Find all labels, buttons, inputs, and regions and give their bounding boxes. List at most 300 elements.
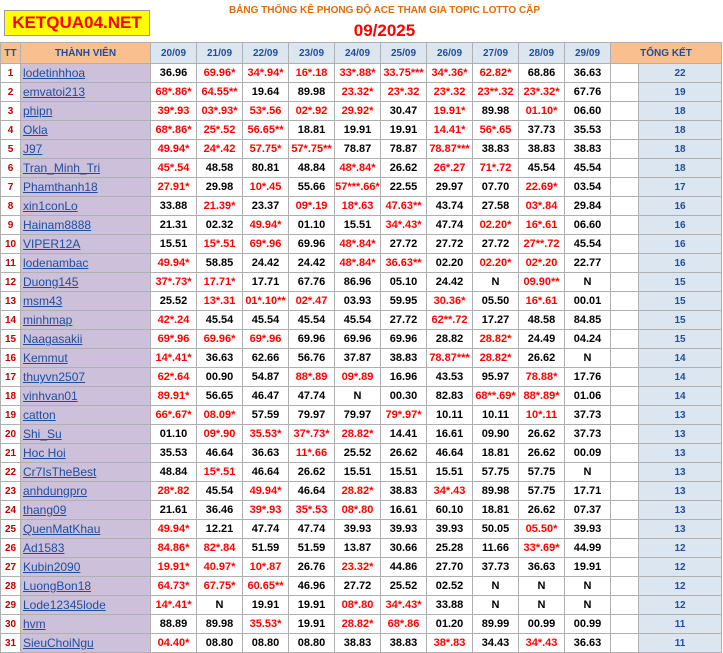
prediction-cell: 88*.89: [289, 368, 335, 387]
prediction-cell: 51.59: [289, 539, 335, 558]
prediction-cell: 68*.86*: [151, 121, 197, 140]
prediction-cell: 69.96: [335, 330, 381, 349]
total-score: 15: [639, 311, 722, 330]
prediction-cell: 37.87: [335, 349, 381, 368]
prediction-cell: 15.51: [335, 463, 381, 482]
row-number: 21: [1, 444, 21, 463]
prediction-cell: 44.86: [381, 558, 427, 577]
prediction-cell: 45.54: [197, 311, 243, 330]
member-name-link[interactable]: Naagasakii: [21, 330, 151, 349]
prediction-cell: 89.98: [473, 482, 519, 501]
member-name-link[interactable]: vinhvan01: [21, 387, 151, 406]
total-score: 13: [639, 520, 722, 539]
prediction-cell: 49.94*: [243, 482, 289, 501]
prediction-cell: 18.81: [473, 501, 519, 520]
prediction-cell: 38.83: [473, 140, 519, 159]
prediction-cell: 57.75*: [243, 140, 289, 159]
prediction-cell: 55.66: [289, 178, 335, 197]
prediction-cell: 57.75: [519, 482, 565, 501]
member-header: THÀNH VIÊN: [21, 43, 151, 64]
prediction-cell: 16.61: [427, 425, 473, 444]
prediction-cell: 19.64: [243, 83, 289, 102]
table-row: [1, 368, 722, 387]
prediction-cell: 08.80: [289, 634, 335, 653]
prediction-cell: 89.91*: [151, 387, 197, 406]
prediction-cell: 82*.84: [197, 539, 243, 558]
prediction-cell: 50.05: [473, 520, 519, 539]
prediction-cell: 26.62: [519, 349, 565, 368]
member-name-link[interactable]: thang09: [21, 501, 151, 520]
prediction-cell: 28.82*: [335, 615, 381, 634]
prediction-cell: 00.09: [565, 444, 611, 463]
total-score: 19: [639, 83, 722, 102]
prediction-cell: 45.54: [565, 159, 611, 178]
member-name-link[interactable]: QuenMatKhau: [21, 520, 151, 539]
prediction-cell: 88.89: [151, 615, 197, 634]
prediction-cell: 00.99: [519, 615, 565, 634]
spacer-cell: [611, 558, 639, 577]
table-row: [1, 330, 722, 349]
row-number: 5: [1, 140, 21, 159]
table-row: [1, 596, 722, 615]
row-number: 16: [1, 349, 21, 368]
prediction-cell: 64.55**: [197, 83, 243, 102]
member-name-link[interactable]: hvm: [21, 615, 151, 634]
prediction-cell: 68.86: [519, 64, 565, 83]
prediction-cell: 69*.96: [243, 235, 289, 254]
prediction-cell: 47.63**: [381, 197, 427, 216]
total-score: 16: [639, 197, 722, 216]
total-score: 13: [639, 406, 722, 425]
prediction-cell: 78.87***: [427, 140, 473, 159]
prediction-cell: 45.54: [335, 311, 381, 330]
prediction-cell: 00.01: [565, 292, 611, 311]
member-name-link[interactable]: Lode12345lode: [21, 596, 151, 615]
prediction-cell: 16*.61: [519, 216, 565, 235]
total-score: 13: [639, 501, 722, 520]
member-name-link[interactable]: Hoc Hoi: [21, 444, 151, 463]
row-number: 15: [1, 330, 21, 349]
prediction-cell: N: [473, 596, 519, 615]
prediction-cell: 62*.64: [151, 368, 197, 387]
prediction-cell: 89.98: [473, 102, 519, 121]
prediction-cell: 56*.65: [473, 121, 519, 140]
table-row: [1, 64, 722, 83]
table-row: [1, 292, 722, 311]
total-score: 12: [639, 539, 722, 558]
spacer-cell: [611, 102, 639, 121]
spacer-cell: [611, 425, 639, 444]
prediction-cell: 46.64: [427, 444, 473, 463]
row-number: 8: [1, 197, 21, 216]
table-row: [1, 520, 722, 539]
prediction-cell: 02*.92: [289, 102, 335, 121]
prediction-cell: 69.96*: [197, 330, 243, 349]
prediction-cell: 38.83: [519, 140, 565, 159]
member-name-link[interactable]: Duong145: [21, 273, 151, 292]
table-row: [1, 121, 722, 140]
total-score: 11: [639, 634, 722, 653]
prediction-cell: 02*.47: [289, 292, 335, 311]
spacer-cell: [611, 520, 639, 539]
prediction-cell: 34*.43: [427, 482, 473, 501]
member-name-link[interactable]: VIPER12A: [21, 235, 151, 254]
prediction-cell: 69*.96: [243, 330, 289, 349]
prediction-cell: 68**.69*: [473, 387, 519, 406]
spacer-cell: [611, 254, 639, 273]
prediction-cell: N: [565, 596, 611, 615]
table-row: [1, 273, 722, 292]
spacer-cell: [611, 444, 639, 463]
prediction-cell: 60.10: [427, 501, 473, 520]
total-header: TỔNG KẾT: [611, 43, 722, 64]
prediction-cell: 27.72: [473, 235, 519, 254]
member-name-link[interactable]: Shi_Su: [21, 425, 151, 444]
prediction-cell: 37*.73*: [151, 273, 197, 292]
date-header: 22/09: [243, 43, 289, 64]
prediction-cell: 19.91: [335, 121, 381, 140]
prediction-cell: 02.20*: [473, 254, 519, 273]
prediction-cell: 06.60: [565, 102, 611, 121]
prediction-cell: 28.82*: [335, 482, 381, 501]
prediction-cell: 19.91: [289, 615, 335, 634]
prediction-cell: 06.60: [565, 216, 611, 235]
prediction-cell: 14*.41*: [151, 596, 197, 615]
prediction-cell: 37.73: [519, 121, 565, 140]
table-row: [1, 140, 722, 159]
prediction-cell: 03.93: [335, 292, 381, 311]
member-name-link[interactable]: emvatoi213: [21, 83, 151, 102]
total-score: 13: [639, 444, 722, 463]
prediction-cell: 45.54: [289, 311, 335, 330]
prediction-cell: 21.31: [151, 216, 197, 235]
prediction-cell: 17.71: [243, 273, 289, 292]
total-score: 18: [639, 121, 722, 140]
prediction-cell: N: [473, 273, 519, 292]
member-name-link[interactable]: LuongBon18: [21, 577, 151, 596]
date-header: 24/09: [335, 43, 381, 64]
prediction-cell: 46.96: [289, 577, 335, 596]
spacer-cell: [611, 197, 639, 216]
table-row: [1, 83, 722, 102]
prediction-cell: 45.54: [243, 311, 289, 330]
prediction-cell: 10*.45: [243, 178, 289, 197]
table-row: [1, 444, 722, 463]
stats-table: [0, 42, 722, 653]
prediction-cell: 69.96: [289, 330, 335, 349]
member-name-link[interactable]: catton: [21, 406, 151, 425]
prediction-cell: 89.98: [197, 615, 243, 634]
prediction-cell: 56.76: [289, 349, 335, 368]
total-score: 14: [639, 368, 722, 387]
prediction-cell: N: [565, 463, 611, 482]
member-name-link[interactable]: Tran_Minh_Tri: [21, 159, 151, 178]
prediction-cell: 12.21: [197, 520, 243, 539]
prediction-cell: 35.53*: [243, 615, 289, 634]
row-number: 20: [1, 425, 21, 444]
prediction-cell: 01.10: [151, 425, 197, 444]
prediction-cell: 16.61: [381, 501, 427, 520]
prediction-cell: 26.76: [289, 558, 335, 577]
prediction-cell: 36.63: [519, 558, 565, 577]
prediction-cell: 35.53*: [243, 425, 289, 444]
prediction-cell: 36.96: [151, 64, 197, 83]
total-score: 18: [639, 140, 722, 159]
member-name-link[interactable]: Phamthanh18: [21, 178, 151, 197]
prediction-cell: 08.80: [197, 634, 243, 653]
prediction-cell: 37.73: [565, 406, 611, 425]
total-score: 15: [639, 273, 722, 292]
total-score: 11: [639, 615, 722, 634]
prediction-cell: N: [473, 577, 519, 596]
table-row: [1, 311, 722, 330]
row-number: 9: [1, 216, 21, 235]
prediction-cell: 22.77: [565, 254, 611, 273]
prediction-cell: 57*.75**: [289, 140, 335, 159]
prediction-cell: 14*.41*: [151, 349, 197, 368]
prediction-cell: 57.75: [473, 463, 519, 482]
prediction-cell: 25.52: [381, 577, 427, 596]
prediction-cell: N: [519, 596, 565, 615]
prediction-cell: 28.82: [427, 330, 473, 349]
prediction-cell: 57.75: [519, 463, 565, 482]
prediction-cell: 45.54: [519, 159, 565, 178]
table-row: [1, 615, 722, 634]
prediction-cell: 67.75*: [197, 577, 243, 596]
spacer-cell: [611, 615, 639, 634]
spacer-cell: [611, 140, 639, 159]
prediction-cell: 27.72: [381, 235, 427, 254]
prediction-cell: 27.70: [427, 558, 473, 577]
prediction-cell: 58.85: [197, 254, 243, 273]
row-number: 22: [1, 463, 21, 482]
prediction-cell: 00.30: [381, 387, 427, 406]
prediction-cell: 39.93: [565, 520, 611, 539]
spacer-cell: [611, 539, 639, 558]
row-number: 4: [1, 121, 21, 140]
prediction-cell: 84.86*: [151, 539, 197, 558]
prediction-cell: 46.64: [197, 444, 243, 463]
prediction-cell: 34*.43*: [381, 596, 427, 615]
prediction-cell: 23*.32: [381, 83, 427, 102]
prediction-cell: 23*.32*: [519, 83, 565, 102]
prediction-cell: 08*.80: [335, 596, 381, 615]
prediction-cell: 11*.66: [289, 444, 335, 463]
prediction-cell: 10*.11: [519, 406, 565, 425]
prediction-cell: 89.98: [289, 83, 335, 102]
date-header: 20/09: [151, 43, 197, 64]
prediction-cell: 04.40*: [151, 634, 197, 653]
table-row: [1, 406, 722, 425]
member-name-link[interactable]: anhdungpro: [21, 482, 151, 501]
member-name-link[interactable]: msm43: [21, 292, 151, 311]
spacer-cell: [611, 235, 639, 254]
prediction-cell: 19.91: [289, 596, 335, 615]
site-logo[interactable]: KETQUA04.NET: [4, 10, 150, 36]
prediction-cell: 38.83: [381, 634, 427, 653]
prediction-cell: 00.90: [197, 368, 243, 387]
prediction-cell: 29.97: [427, 178, 473, 197]
prediction-cell: 01.10: [289, 216, 335, 235]
prediction-cell: 15.51: [427, 463, 473, 482]
prediction-cell: 29.92*: [335, 102, 381, 121]
member-name-link[interactable]: Ad1583: [21, 539, 151, 558]
prediction-cell: N: [197, 596, 243, 615]
member-name-link[interactable]: lodetinhhoa: [21, 64, 151, 83]
prediction-cell: 21.39*: [197, 197, 243, 216]
member-name-link[interactable]: Kubin2090: [21, 558, 151, 577]
row-number: 3: [1, 102, 21, 121]
spacer-cell: [611, 482, 639, 501]
spacer-cell: [611, 463, 639, 482]
prediction-cell: 78.88*: [519, 368, 565, 387]
prediction-cell: 24.42: [289, 254, 335, 273]
prediction-cell: 01.06: [565, 387, 611, 406]
prediction-cell: 28.82*: [335, 425, 381, 444]
member-name-link[interactable]: SieuChoiNgu: [21, 634, 151, 653]
prediction-cell: 33.88: [151, 197, 197, 216]
prediction-cell: 49.94*: [151, 254, 197, 273]
spacer-cell: [611, 387, 639, 406]
prediction-cell: 60.65**: [243, 577, 289, 596]
spacer-cell: [611, 311, 639, 330]
table-row: [1, 634, 722, 653]
prediction-cell: 26*.27: [427, 159, 473, 178]
prediction-cell: 23.32*: [335, 83, 381, 102]
prediction-cell: 00.99: [565, 615, 611, 634]
prediction-cell: 66*.67*: [151, 406, 197, 425]
prediction-cell: 07.70: [473, 178, 519, 197]
member-name-link[interactable]: Cr7IsTheBest: [21, 463, 151, 482]
row-number: 12: [1, 273, 21, 292]
prediction-cell: N: [565, 577, 611, 596]
prediction-cell: 48*.84*: [335, 235, 381, 254]
member-name-link[interactable]: xin1conLo: [21, 197, 151, 216]
total-score: 14: [639, 349, 722, 368]
prediction-cell: N: [335, 387, 381, 406]
member-name-link[interactable]: lodenambac: [21, 254, 151, 273]
prediction-cell: 35*.53: [289, 501, 335, 520]
prediction-cell: 71*.72: [473, 159, 519, 178]
prediction-cell: 19.91*: [151, 558, 197, 577]
date-header: 21/09: [197, 43, 243, 64]
prediction-cell: 15.51: [151, 235, 197, 254]
prediction-cell: 15.51: [381, 463, 427, 482]
prediction-cell: 36.63: [243, 444, 289, 463]
prediction-cell: 39.93: [381, 520, 427, 539]
prediction-cell: 21.61: [151, 501, 197, 520]
prediction-cell: 02*.20: [519, 254, 565, 273]
table-row: [1, 387, 722, 406]
prediction-cell: 10.11: [473, 406, 519, 425]
prediction-cell: 03*.84: [519, 197, 565, 216]
prediction-cell: 49.94*: [243, 216, 289, 235]
member-name-link[interactable]: minhmap: [21, 311, 151, 330]
prediction-cell: 17.76: [565, 368, 611, 387]
prediction-cell: 56.65: [197, 387, 243, 406]
spacer-cell: [611, 273, 639, 292]
prediction-cell: 84.85: [565, 311, 611, 330]
row-number: 29: [1, 596, 21, 615]
prediction-cell: 13.87: [335, 539, 381, 558]
spacer-cell: [611, 216, 639, 235]
prediction-cell: 36.46: [197, 501, 243, 520]
table-row: [1, 349, 722, 368]
member-name-link[interactable]: Okla: [21, 121, 151, 140]
prediction-cell: 46.64: [289, 482, 335, 501]
prediction-cell: 08.80: [243, 634, 289, 653]
prediction-cell: 27.58: [473, 197, 519, 216]
member-name-link[interactable]: phipn: [21, 102, 151, 121]
prediction-cell: 27.72: [381, 311, 427, 330]
prediction-cell: 16.96: [381, 368, 427, 387]
prediction-cell: 10.11: [427, 406, 473, 425]
member-name-link[interactable]: J97: [21, 140, 151, 159]
prediction-cell: 36.63**: [381, 254, 427, 273]
row-number: 30: [1, 615, 21, 634]
prediction-cell: 26.62: [519, 425, 565, 444]
prediction-cell: 36.63: [197, 349, 243, 368]
prediction-cell: 69.96*: [197, 64, 243, 83]
row-number: 14: [1, 311, 21, 330]
prediction-cell: 18.81: [473, 444, 519, 463]
prediction-cell: 15*.51: [197, 463, 243, 482]
prediction-cell: 27.72: [335, 577, 381, 596]
prediction-cell: 09.90**: [519, 273, 565, 292]
prediction-cell: 37*.73*: [289, 425, 335, 444]
prediction-cell: 57***.66*: [335, 178, 381, 197]
table-row: [1, 558, 722, 577]
prediction-cell: 08.09*: [197, 406, 243, 425]
member-name-link[interactable]: thuyvn2507: [21, 368, 151, 387]
prediction-cell: 38*.83: [427, 634, 473, 653]
prediction-cell: N: [565, 273, 611, 292]
table-row: [1, 197, 722, 216]
prediction-cell: 26.62: [381, 444, 427, 463]
table-row: [1, 216, 722, 235]
prediction-cell: 48.84: [289, 159, 335, 178]
table-row: [1, 159, 722, 178]
table-title: BẢNG THỐNG KÊ PHONG ĐỘ ACE THAM GIA TOPIC LOTTO CẶP: [228, 5, 541, 16]
prediction-cell: 34*.43: [519, 634, 565, 653]
prediction-cell: 34.43: [473, 634, 519, 653]
prediction-cell: 09*.19: [289, 197, 335, 216]
prediction-cell: N: [565, 349, 611, 368]
prediction-cell: 69*.96: [151, 330, 197, 349]
prediction-cell: 48*.84*: [335, 254, 381, 273]
prediction-cell: 62.82*: [473, 64, 519, 83]
prediction-cell: 28*.82: [151, 482, 197, 501]
prediction-cell: 17.71*: [197, 273, 243, 292]
prediction-cell: 79*.97*: [381, 406, 427, 425]
total-score: 14: [639, 387, 722, 406]
prediction-cell: 09*.89: [335, 368, 381, 387]
date-header: 26/09: [427, 43, 473, 64]
prediction-cell: 23.37: [243, 197, 289, 216]
prediction-cell: 45.54: [197, 482, 243, 501]
prediction-cell: 54.87: [243, 368, 289, 387]
prediction-cell: 19.91*: [427, 102, 473, 121]
prediction-cell: 44.99: [565, 539, 611, 558]
prediction-cell: 17.27: [473, 311, 519, 330]
member-name-link[interactable]: Kemmut: [21, 349, 151, 368]
total-score: 16: [639, 235, 722, 254]
member-name-link[interactable]: Hainam8888: [21, 216, 151, 235]
prediction-cell: 14.41: [381, 425, 427, 444]
prediction-cell: 56.65**: [243, 121, 289, 140]
prediction-cell: 18.81: [289, 121, 335, 140]
prediction-cell: 15.51: [335, 216, 381, 235]
